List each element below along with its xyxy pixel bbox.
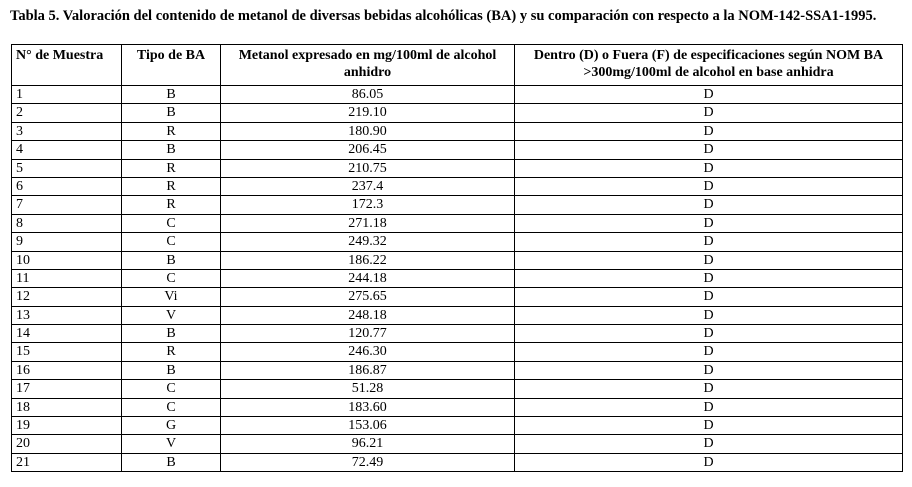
cell-spec-status: D: [515, 453, 903, 471]
table-row: [12, 233, 903, 251]
cell-methanol-value: 275.65: [221, 288, 515, 306]
table-row: [12, 269, 903, 287]
cell-spec-status: D: [515, 141, 903, 159]
cell-drink-type: R: [122, 343, 221, 361]
cell-drink-type: C: [122, 233, 221, 251]
table-header: [12, 45, 903, 86]
table-row: [12, 398, 903, 416]
cell-drink-type: R: [122, 159, 221, 177]
table-row: [12, 251, 903, 269]
header-row: [12, 45, 903, 86]
cell-spec-status: D: [515, 325, 903, 343]
cell-sample-number: 4: [12, 141, 122, 159]
cell-sample-number: 17: [12, 380, 122, 398]
table-row: [12, 435, 903, 453]
cell-sample-number: 19: [12, 417, 122, 435]
cell-drink-type: C: [122, 214, 221, 232]
header-specification-status: Dentro (D) o Fuera (F) de especificaciones según NOM BA >300mg/100ml de alcohol en base anhidra: [515, 45, 903, 86]
cell-spec-status: D: [515, 417, 903, 435]
cell-methanol-value: 244.18: [221, 269, 515, 287]
cell-sample-number: 15: [12, 343, 122, 361]
cell-methanol-value: 249.32: [221, 233, 515, 251]
cell-drink-type: B: [122, 325, 221, 343]
cell-spec-status: D: [515, 122, 903, 140]
table-row: [12, 122, 903, 140]
cell-sample-number: 16: [12, 361, 122, 379]
cell-methanol-value: 51.28: [221, 380, 515, 398]
cell-sample-number: 14: [12, 325, 122, 343]
cell-methanol-value: 186.22: [221, 251, 515, 269]
table-row: [12, 325, 903, 343]
cell-spec-status: D: [515, 361, 903, 379]
cell-drink-type: C: [122, 269, 221, 287]
cell-sample-number: 6: [12, 177, 122, 195]
table-row: [12, 417, 903, 435]
cell-drink-type: B: [122, 361, 221, 379]
cell-drink-type: G: [122, 417, 221, 435]
table-row: [12, 214, 903, 232]
cell-spec-status: D: [515, 269, 903, 287]
header-sample-number: N° de Muestra: [12, 45, 122, 86]
cell-spec-status: D: [515, 343, 903, 361]
cell-sample-number: 1: [12, 86, 122, 104]
cell-sample-number: 10: [12, 251, 122, 269]
cell-methanol-value: 183.60: [221, 398, 515, 416]
cell-drink-type: C: [122, 380, 221, 398]
cell-drink-type: B: [122, 453, 221, 471]
cell-drink-type: C: [122, 398, 221, 416]
cell-sample-number: 2: [12, 104, 122, 122]
table-row: [12, 453, 903, 471]
cell-sample-number: 9: [12, 233, 122, 251]
cell-sample-number: 20: [12, 435, 122, 453]
cell-sample-number: 11: [12, 269, 122, 287]
cell-drink-type: B: [122, 251, 221, 269]
cell-sample-number: 7: [12, 196, 122, 214]
cell-drink-type: V: [122, 435, 221, 453]
cell-drink-type: B: [122, 104, 221, 122]
table-caption: Tabla 5. Valoración del contenido de metanol de diversas bebidas alcohólicas (BA) y su comparación con respecto a la NOM-142-SSA1-1995.: [10, 8, 877, 24]
table-row: [12, 104, 903, 122]
cell-spec-status: D: [515, 251, 903, 269]
cell-drink-type: B: [122, 141, 221, 159]
cell-spec-status: D: [515, 306, 903, 324]
cell-methanol-value: 186.87: [221, 361, 515, 379]
cell-methanol-value: 271.18: [221, 214, 515, 232]
cell-spec-status: D: [515, 233, 903, 251]
cell-methanol-value: 72.49: [221, 453, 515, 471]
table-row: [12, 306, 903, 324]
cell-methanol-value: 237.4: [221, 177, 515, 195]
cell-methanol-value: 180.90: [221, 122, 515, 140]
table-row: [12, 141, 903, 159]
cell-spec-status: D: [515, 398, 903, 416]
cell-spec-status: D: [515, 196, 903, 214]
table-row: [12, 380, 903, 398]
cell-methanol-value: 248.18: [221, 306, 515, 324]
table-row: [12, 288, 903, 306]
cell-sample-number: 12: [12, 288, 122, 306]
cell-spec-status: D: [515, 288, 903, 306]
cell-sample-number: 5: [12, 159, 122, 177]
cell-drink-type: R: [122, 196, 221, 214]
cell-sample-number: 13: [12, 306, 122, 324]
cell-drink-type: Vi: [122, 288, 221, 306]
table-row: [12, 196, 903, 214]
header-methanol-content: Metanol expresado en mg/100ml de alcohol anhidro: [221, 45, 515, 86]
cell-drink-type: R: [122, 122, 221, 140]
cell-methanol-value: 246.30: [221, 343, 515, 361]
cell-spec-status: D: [515, 159, 903, 177]
cell-sample-number: 3: [12, 122, 122, 140]
cell-spec-status: D: [515, 177, 903, 195]
table-row: [12, 86, 903, 104]
cell-spec-status: D: [515, 214, 903, 232]
table-row: [12, 361, 903, 379]
table-row: [12, 177, 903, 195]
cell-methanol-value: 172.3: [221, 196, 515, 214]
cell-spec-status: D: [515, 380, 903, 398]
table-body: [12, 86, 903, 472]
cell-methanol-value: 120.77: [221, 325, 515, 343]
table-row: [12, 159, 903, 177]
cell-drink-type: V: [122, 306, 221, 324]
table-row: [12, 343, 903, 361]
cell-sample-number: 21: [12, 453, 122, 471]
cell-spec-status: D: [515, 104, 903, 122]
cell-methanol-value: 219.10: [221, 104, 515, 122]
cell-methanol-value: 96.21: [221, 435, 515, 453]
cell-spec-status: D: [515, 435, 903, 453]
cell-spec-status: D: [515, 86, 903, 104]
cell-methanol-value: 153.06: [221, 417, 515, 435]
cell-methanol-value: 86.05: [221, 86, 515, 104]
header-drink-type: Tipo de BA: [122, 45, 221, 86]
cell-drink-type: B: [122, 86, 221, 104]
methanol-table: [11, 44, 903, 472]
cell-sample-number: 8: [12, 214, 122, 232]
cell-methanol-value: 206.45: [221, 141, 515, 159]
cell-drink-type: R: [122, 177, 221, 195]
cell-sample-number: 18: [12, 398, 122, 416]
cell-methanol-value: 210.75: [221, 159, 515, 177]
